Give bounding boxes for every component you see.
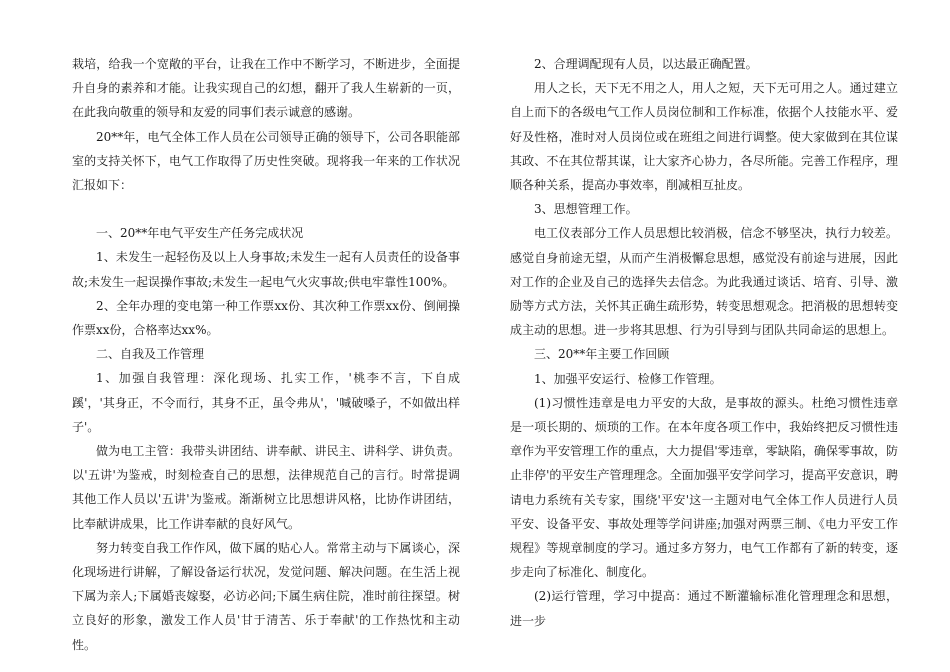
paragraph: 2、合理调配现有人员，以达最正确配置。: [534, 57, 758, 71]
left-column: [72, 52, 460, 657]
paragraph: 做为电工主管：我带头讲团结、讲奉献、讲民主、讲科学、讲负责。以'五讲'为鉴戒，时刻检查自己的思想，法律规范自己的言行。时常提调其他工作人员以'五讲'为鉴戒。渐渐树立比思想讲风格，比协作讲团结，比奉献讲成果，比工作讲奉献的良好风气。: [72, 444, 460, 531]
paragraph-gap: [72, 197, 460, 221]
paragraph: 三、20**年主要工作回顾: [534, 347, 670, 362]
paragraph: 二、自我及工作管理: [96, 347, 205, 362]
paragraph: 3、思想管理工作。: [534, 202, 638, 217]
paragraph: 1、未发生一起轻伤及以上人身事故;未发生一起有人员责任的设备事故;未发生一起误操作事故;未发生一起电气火灾事故;供电牢靠性100%。: [72, 250, 460, 289]
paragraph: 一、20**年电气平安生产任务完成状况: [96, 226, 304, 241]
paragraph: 2、全年办理的变电第一种工作票xx份、其次种工作票xx份、倒闸操作票xx份，合格率达xx%。: [72, 298, 460, 338]
paragraph: 用人之长，天下无不用之人，用人之短，天下无可用之人。通过建立自上而下的各级电气工作人员岗位制和工作标准，依据个人技能水平、爱好及性格，准时对人员岗位或在班组之间进行调整。使大家做到在其位谋其政、不在其位帮其谋，让大家齐心协力，各尽所能。完善工作程序，理顺各种关系，提高办事效率，削减相互扯皮。: [510, 81, 898, 193]
paragraph: 20**年，电气全体工作人员在公司领导正确的领导下，公司各职能部室的支持关怀下，电气工作取得了历史性突破。现将我一年来的工作状况汇报如下：: [72, 129, 460, 193]
paragraph: 1、加强自我管理：深化现场、扎实工作，'桃李不言，下自成蹊'，'其身正，不令而行，其身不正，虽令弗从'，'喊破嗓子，不如做出样子'。: [72, 371, 460, 434]
paragraph: 电工仪表部分工作人员思想比较消极，信念不够坚决，执行力较差。感觉自身前途无望，从而产生消极懈怠思想，感觉没有前途与进展，因此对工作的企业及自己的选择失去信念。为此我通过谈话、培育、引导、激励等方式方法，关怀其正确生疏形势，转变思想观念。把消极的思想转变成主动的思想。进一步将其思想、行为引导到与团队共同命运的思想上。: [510, 226, 898, 338]
paragraph: 栽培，给我一个宽敞的平台，让我在工作中不断学习，不断进步，全面提升自身的素养和才能。让我实现自己的幻想，翻开了我人生崭新的一页，在此我向敬重的领导和友爱的同事们表示诚意的感谢。: [72, 57, 460, 120]
paragraph: (1)习惯性违章是电力平安的大敌，是事故的源头。杜绝习惯性违章是一项长期的、烦琐的工作。在本年度各项工作中，我始终把反习惯性违章作为平安管理工作的重点，大力提倡'零违章，零缺陷，确保零事故，防止非停'的平安生产管理理念。全面加强平安学问学习，提高平安意识，聘请电力系统有关专家，围绕'平安'这一主题对电气全体工作人员进行人员平安、设备平安、事故处理等学问讲座;加强对两票三制、《电力平安工作规程》等规章制度的学习。通过多方努力，电气工作都有了新的转变，逐步走向了标准化、制度化。: [510, 395, 898, 580]
paragraph: 1、加强平安运行、检修工作管理。: [534, 371, 722, 386]
paragraph: (2)运行管理，学习中提高：通过不断灌输标准化管理理念和思想，进一步: [510, 589, 898, 628]
right-column: [510, 52, 898, 633]
paragraph: 努力转变自我工作作风，做下属的贴心人。常常主动与下属谈心，深化现场进行讲解，了解设备运行状况，发觉问题、解决问题。在生活上视下属为亲人;下属婚丧嫁娶，必访必问;下属生病住院，准时前往探望。树立良好的形象，激发工作人员'甘于清苦、乐于奉献'的工作热忱和主动性。: [72, 540, 460, 652]
